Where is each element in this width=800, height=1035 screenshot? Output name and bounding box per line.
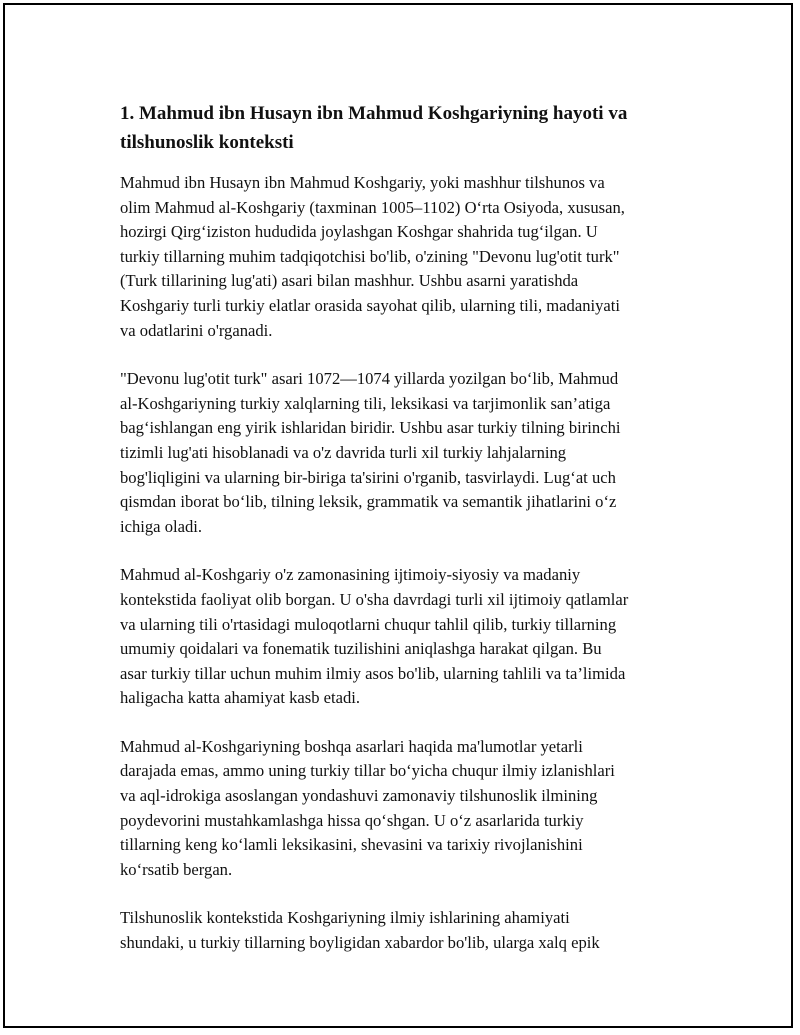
paragraph-1: Mahmud ibn Husayn ibn Mahmud Koshgariy, yoki mashhur tilshunos va olim Mahmud al-Koshgariy (taxminan 1005–1102) O‘rta Osiyoda, xususan, hozirgi Qirg‘iziston hududida joylashgan Koshgar shahrida tug‘ilgan. U turkiy tillarning muhim tadqiqotchisi bo'lib, o'zining "Devonu lug'otit turk" (Turk tillarining lug'ati) asari bilan mashhur. Ushbu asarni yaratishda Koshgariy turli turkiy elatlar orasida sayohat qilib, ularning tili, madaniyati va odatlarini o'rganadi. [120,173,625,340]
paragraph-3: Mahmud al-Koshgariy o'z zamonasining ijtimoiy-siyosiy va madaniy kontekstida faoliyat olib borgan. U o'sha davrdagi turli xil ijtimoiy qatlamlar va ularning tili o'rtasidagi muloqotlarni chuqur tahlil qilib, turkiy tillarning umumiy qoidalari va fonematik tuzilishini aniqlashga harakat qilgan. Bu asar turkiy tillar uchun muhim ilmiy asos bo'lib, ularning tahlili va ta’limida haligacha katta ahamiyat kasb etadi. [120,565,629,708]
section-heading: 1. Mahmud ibn Husayn ibn Mahmud Koshgariyning hayoti va tilshunoslik konteksti [120,103,628,153]
document-body [120,99,690,980]
paragraph-5: Tilshunoslik kontekstida Koshgariyning ilmiy ishlarining ahamiyati shundaki, u turkiy tillarning boyligidan xabardor bo'lib, ularga xalq epik [120,908,600,953]
paragraph-2: "Devonu lug'otit turk" asari 1072—1074 yillarda yozilgan bo‘lib, Mahmud al-Koshgariyning turkiy xalqlarning tili, leksikasi va tarjimonlik san’atiga bag‘ishlangan eng yirik ishlaridan biridir. Ushbu asar turkiy tilning birinchi tizimli lug'ati hisoblanadi va o'z davrida turli xil turkiy lahjalarning bog'liqligini va ularning bir-biriga ta'sirini o'rganib, tasvirlaydi. Lug‘at uch qismdan iborat bo‘lib, tilning leksik, grammatik va semantik jihatlarini o‘z ichiga oladi. [120,369,621,536]
paragraph-4: Mahmud al-Koshgariyning boshqa asarlari haqida ma'lumotlar yetarli darajada emas, ammo uning turkiy tillar bo‘yicha chuqur ilmiy izlanishlari va aql-idrokiga asoslangan yondashuvi zamonaviy tilshunoslik ilmining poydevorini mustahkamlashga hissa qo‘shgan. U o‘z asarlarida turkiy tillarning keng ko‘lamli leksikasini, shevasini va tarixiy rivojlanishini ko‘rsatib bergan. [120,736,615,879]
page-frame [3,3,793,1028]
